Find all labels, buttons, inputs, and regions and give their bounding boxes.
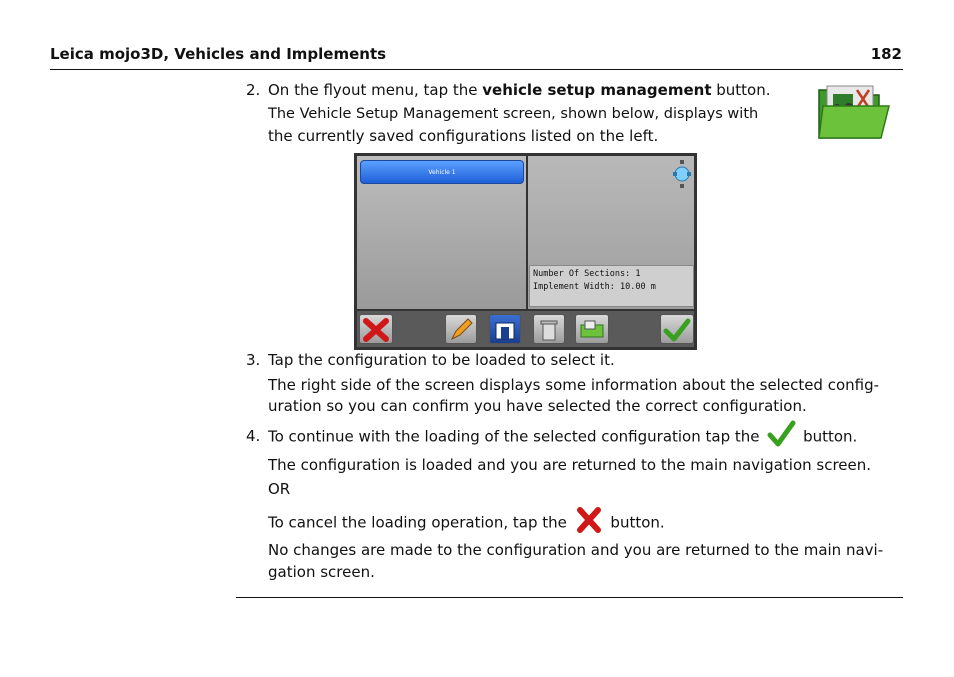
header-rule (50, 69, 903, 70)
step-2-instruction (268, 79, 771, 101)
step-3-desc-2: uration so you can confirm you have selected the correct configuration. (268, 397, 807, 415)
step-2-desc-2: the currently saved configurations listed on the left. (268, 127, 659, 145)
step-2-text: On the flyout menu, tap the (268, 81, 483, 99)
load-icon (492, 317, 518, 343)
vehicle-setup-folder-icon (817, 84, 891, 140)
step-4-cancel-desc-1: No changes are made to the configuration and you are returned to the main navi- (268, 541, 884, 559)
checkmark-icon (663, 317, 691, 343)
vehicle-setup-screenshot (354, 153, 697, 350)
step-2-desc-1: The Vehicle Setup Management screen, shown below, displays with (268, 106, 759, 122)
configuration-list-panel (357, 156, 526, 309)
step-4-or: OR (268, 480, 291, 498)
step-4-instruction (268, 425, 857, 449)
cancel-button[interactable] (359, 314, 393, 344)
step-2-text-end: button. (711, 81, 771, 99)
step-2-number: 2. (246, 81, 261, 99)
vehicle-button[interactable] (575, 314, 609, 344)
edit-button[interactable] (445, 314, 477, 344)
page-header-title: Leica mojo3D, Vehicles and Implements (50, 45, 387, 63)
cross-icon (574, 505, 604, 535)
pencil-icon (448, 317, 474, 343)
step-4-text: To continue with the loading of the selected configuration tap the (268, 427, 760, 446)
cancel-text-end: button. (610, 513, 665, 532)
step-3-desc-1: The right side of the screen displays some information about the selected config- (268, 376, 880, 394)
step-2-bold-text: vehicle setup management (482, 81, 712, 99)
step-4-result: The configuration is loaded and you are returned to the main navigation screen. (268, 456, 872, 474)
cancel-icon (362, 317, 390, 343)
footer-rule (236, 597, 903, 598)
number-of-sections: Number Of Sections: 1 (533, 269, 641, 279)
cancel-text: To cancel the loading operation, tap the (268, 513, 567, 532)
vehicle-1-item[interactable]: Vehicle 1 (360, 160, 524, 184)
step-4-cancel-desc-2: gation screen. (268, 563, 375, 581)
step-3-number: 3. (246, 351, 261, 369)
delete-button[interactable] (533, 314, 565, 344)
confirm-button[interactable] (660, 314, 694, 344)
screen-toolbar (357, 311, 694, 347)
gps-status-icon (671, 159, 693, 189)
implement-width: Implement Width: 10.00 m (533, 282, 656, 292)
configuration-info-box (529, 265, 694, 307)
step-3-instruction: Tap the configuration to be loaded to select it. (268, 351, 615, 369)
step-4-text-end: button. (803, 427, 858, 446)
vehicle-icon (578, 317, 606, 343)
checkmark-icon (766, 419, 796, 449)
step-4-number: 4. (246, 427, 261, 445)
load-button[interactable] (489, 314, 521, 344)
page-number: 182 (870, 45, 902, 63)
trash-icon (536, 317, 562, 343)
step-4-cancel-instruction (268, 511, 665, 535)
